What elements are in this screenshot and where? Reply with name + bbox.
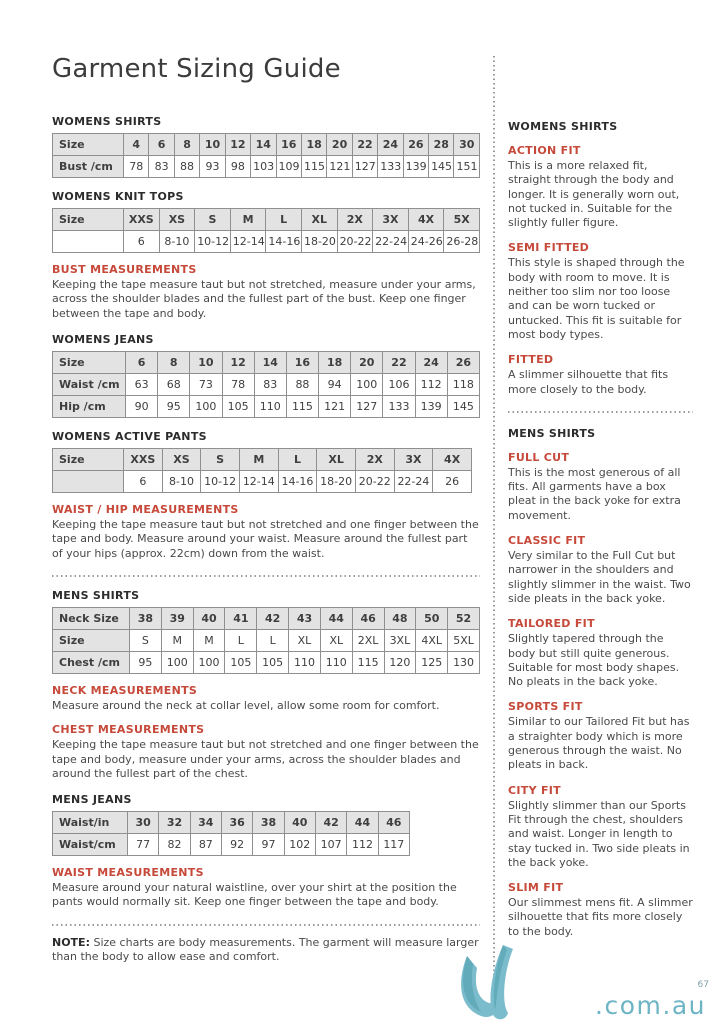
value-cell: 100 <box>193 651 225 673</box>
value-cell: XXS <box>124 449 163 471</box>
value-cell: 115 <box>286 396 318 418</box>
value-cell: 18-20 <box>301 231 337 253</box>
chest-measurements-heading: CHEST MEASUREMENTS <box>52 723 205 737</box>
value-cell: 18 <box>301 134 326 156</box>
value-cell: 22 <box>352 134 377 156</box>
fit-block-classic-fit <box>508 534 693 606</box>
value-cell: 2X <box>355 449 394 471</box>
vertical-dotted-divider <box>493 56 495 1006</box>
value-cell: 107 <box>315 834 346 856</box>
dotted-divider <box>52 575 480 577</box>
note-label: NOTE: <box>52 935 90 949</box>
value-cell: 139 <box>403 156 428 178</box>
value-cell: 5XL <box>448 629 480 651</box>
value-cell: 145 <box>429 156 454 178</box>
row-label-cell: Waist/in <box>53 812 128 834</box>
value-cell: 2XL <box>352 629 384 651</box>
value-cell: 22 <box>383 352 415 374</box>
row-label-cell: Size <box>53 629 130 651</box>
value-cell: 87 <box>190 834 221 856</box>
fit-block-fitted <box>508 353 693 397</box>
value-cell: M <box>239 449 278 471</box>
value-cell: 26-28 <box>444 231 480 253</box>
value-cell: 68 <box>158 374 190 396</box>
value-cell: XS <box>162 449 201 471</box>
womens-knit-tops-heading: WOMENS KNIT TOPS <box>52 190 184 204</box>
main-column <box>52 54 480 975</box>
value-cell: 100 <box>161 651 193 673</box>
value-cell: 20 <box>327 134 352 156</box>
row-label-cell: Bust /cm <box>53 156 124 178</box>
value-cell: XXS <box>124 209 160 231</box>
value-cell: 109 <box>276 156 301 178</box>
fit-description: This is a more relaxed fit, straight through the body and longer. It is generally worn out, not tucked in. Suitable for the slightly fuller figure. <box>508 159 680 230</box>
value-cell: 102 <box>284 834 315 856</box>
value-cell: 4X <box>433 449 472 471</box>
value-cell: 110 <box>254 396 286 418</box>
value-cell: L <box>225 629 257 651</box>
value-cell: 127 <box>351 396 383 418</box>
value-cell: 42 <box>257 607 289 629</box>
row-label-cell <box>53 231 124 253</box>
value-cell: 106 <box>383 374 415 396</box>
value-cell: XL <box>320 629 352 651</box>
value-cell: 40 <box>193 607 225 629</box>
value-cell: 24-26 <box>408 231 444 253</box>
value-cell: 117 <box>378 834 409 856</box>
value-cell: 10 <box>190 352 222 374</box>
value-cell: 14-16 <box>266 231 302 253</box>
value-cell: 10-12 <box>195 231 231 253</box>
value-cell: 100 <box>190 396 222 418</box>
value-cell: 93 <box>200 156 225 178</box>
value-cell: 77 <box>128 834 159 856</box>
fit-name: SPORTS FIT <box>508 700 583 714</box>
fit-description: Our slimmest mens fit. A slimmer silhouette that fits more closely to the body. <box>508 896 693 938</box>
value-cell: 83 <box>254 374 286 396</box>
value-cell: 32 <box>159 812 190 834</box>
value-cell: 24 <box>415 352 447 374</box>
value-cell: 52 <box>448 607 480 629</box>
value-cell: 115 <box>352 651 384 673</box>
value-cell: 103 <box>251 156 276 178</box>
value-cell: 82 <box>159 834 190 856</box>
value-cell: 110 <box>289 651 321 673</box>
value-cell: XL <box>301 209 337 231</box>
mens-jeans-size-table <box>52 811 480 856</box>
fit-description: Slightly tapered through the body but still quite generous. Suitable for most body shapes. No pleats in the back yoke. <box>508 632 680 689</box>
value-cell: 100 <box>351 374 383 396</box>
value-cell: 115 <box>301 156 326 178</box>
womens-jeans-heading: WOMENS JEANS <box>52 333 154 347</box>
fit-description: Very similar to the Full Cut but narrower in the shoulders and slightly slimmer in the waist. Two side pleats in the back yoke. <box>508 549 691 605</box>
value-cell: 6 <box>124 231 160 253</box>
value-cell: 26 <box>433 471 472 493</box>
value-cell: 38 <box>253 812 284 834</box>
value-cell: 121 <box>327 156 352 178</box>
fit-block-slim-fit <box>508 881 693 939</box>
fit-block-tailored-fit <box>508 617 693 689</box>
fit-guide-sidebar <box>508 120 693 939</box>
value-cell: L <box>278 449 317 471</box>
value-cell: 6 <box>149 134 174 156</box>
fit-description: Slightly slimmer than our Sports Fit through the chest, shoulders and waist. Longer in length to stay tucked in. Two side pleats in the back yoke. <box>508 798 690 869</box>
value-cell: 125 <box>416 651 448 673</box>
value-cell: 118 <box>447 374 479 396</box>
value-cell: 78 <box>124 156 149 178</box>
value-cell: 145 <box>447 396 479 418</box>
value-cell: 12 <box>222 352 254 374</box>
value-cell: S <box>130 629 162 651</box>
value-cell: 40 <box>284 812 315 834</box>
value-cell: 3X <box>373 209 409 231</box>
row-label-cell <box>53 471 124 493</box>
value-cell: 12-14 <box>239 471 278 493</box>
sidebar-mens-shirts-heading: MENS SHIRTS <box>508 426 596 440</box>
womens-shirts-heading: WOMENS SHIRTS <box>52 115 162 129</box>
value-cell: 105 <box>222 396 254 418</box>
value-cell: 34 <box>190 812 221 834</box>
value-cell: 10-12 <box>201 471 240 493</box>
fit-block-city-fit <box>508 784 693 870</box>
value-cell: 8-10 <box>159 231 195 253</box>
fit-description: Similar to our Tailored Fit but has a straighter body which is more generous through the waist. No pleats in back. <box>508 715 690 772</box>
value-cell: 4 <box>124 134 149 156</box>
value-cell: 30 <box>454 134 480 156</box>
value-cell: M <box>230 209 266 231</box>
value-cell: S <box>201 449 240 471</box>
value-cell: M <box>161 629 193 651</box>
value-cell: S <box>195 209 231 231</box>
womens-knit-tops-size-table <box>52 208 480 253</box>
value-cell: 88 <box>286 374 318 396</box>
dotted-divider <box>52 924 480 926</box>
waist-hip-measurements-heading: WAIST / HIP MEASUREMENTS <box>52 503 239 517</box>
value-cell: L <box>266 209 302 231</box>
value-cell: 26 <box>403 134 428 156</box>
value-cell: 16 <box>286 352 318 374</box>
value-cell: 22-24 <box>394 471 433 493</box>
value-cell: 46 <box>352 607 384 629</box>
value-cell: XL <box>317 449 356 471</box>
value-cell: 24 <box>378 134 403 156</box>
value-cell: 5X <box>444 209 480 231</box>
value-cell: 6 <box>124 471 163 493</box>
fit-name: CLASSIC FIT <box>508 534 586 548</box>
mens-jeans-heading: MENS JEANS <box>52 793 132 807</box>
row-label-cell: Chest /cm <box>53 651 130 673</box>
value-cell: 20-22 <box>355 471 394 493</box>
fit-description: This style is shaped through the body with room to move. It is neither too slim nor too loose and can be worn tucked or untucked. This fit is suitable for most body types. <box>508 256 685 341</box>
value-cell: 120 <box>384 651 416 673</box>
row-label-cell: Size <box>53 352 126 374</box>
value-cell: 112 <box>347 834 378 856</box>
value-cell: 78 <box>222 374 254 396</box>
value-cell: 28 <box>429 134 454 156</box>
waist-measurements-text: Measure around your natural waistline, over your shirt at the position the pants would normally sit. Keep one finger between the tape and body. <box>52 881 457 909</box>
page-title: Garment Sizing Guide <box>52 54 341 84</box>
fit-name: SEMI FITTED <box>508 241 590 255</box>
value-cell: 133 <box>383 396 415 418</box>
brand-domain-text: .com.au <box>595 991 706 1020</box>
fit-block-full-cut <box>508 451 693 523</box>
row-label-cell: Waist/cm <box>53 834 128 856</box>
row-label-cell: Size <box>53 209 124 231</box>
value-cell: 83 <box>149 156 174 178</box>
value-cell: 20-22 <box>337 231 373 253</box>
value-cell: 12-14 <box>230 231 266 253</box>
neck-measurements-text: Measure around the neck at collar level, allow some room for comfort. <box>52 698 440 712</box>
fit-description: A slimmer silhouette that fits more closely to the body. <box>508 368 669 396</box>
value-cell: 14 <box>251 134 276 156</box>
value-cell: 43 <box>289 607 321 629</box>
sidebar-womens-shirts-heading: WOMENS SHIRTS <box>508 120 618 133</box>
womens-active-pants-heading: WOMENS ACTIVE PANTS <box>52 430 207 444</box>
value-cell: 26 <box>447 352 479 374</box>
value-cell: XS <box>159 209 195 231</box>
value-cell: 18-20 <box>317 471 356 493</box>
fit-description: This is the most generous of all fits. All garments have a box pleat in the back yoke for extra movement. <box>508 465 681 522</box>
womens-jeans-size-table <box>52 351 480 418</box>
value-cell: 8 <box>158 352 190 374</box>
value-cell: 98 <box>225 156 250 178</box>
dotted-divider <box>508 411 693 413</box>
value-cell: 48 <box>384 607 416 629</box>
value-cell: 121 <box>319 396 351 418</box>
value-cell: 44 <box>347 812 378 834</box>
fit-name: ACTION FIT <box>508 144 581 157</box>
fit-name: SLIM FIT <box>508 881 564 895</box>
womens-active-pants-size-table <box>52 448 480 493</box>
value-cell: 105 <box>225 651 257 673</box>
value-cell: 4X <box>408 209 444 231</box>
brand-ribbon-logo-icon <box>451 944 513 1024</box>
value-cell: 3X <box>394 449 433 471</box>
value-cell: 20 <box>351 352 383 374</box>
value-cell: XL <box>289 629 321 651</box>
mens-shirts-size-table <box>52 607 480 674</box>
value-cell: 110 <box>320 651 352 673</box>
value-cell: 44 <box>320 607 352 629</box>
value-cell: 151 <box>454 156 480 178</box>
value-cell: 41 <box>225 607 257 629</box>
note <box>52 936 480 965</box>
chest-measurements-text: Keeping the tape measure taut but not stretched and one finger between the tape and body, measure under your arms, across the shoulder blades and around the fullest part of the chest. <box>52 738 479 780</box>
value-cell: 95 <box>158 396 190 418</box>
value-cell: 90 <box>126 396 158 418</box>
value-cell: 46 <box>378 812 409 834</box>
value-cell: 39 <box>161 607 193 629</box>
value-cell: 3XL <box>384 629 416 651</box>
fit-name: FULL CUT <box>508 450 570 464</box>
fit-block-action-fit <box>508 144 693 230</box>
womens-shirts-size-table <box>52 133 480 178</box>
value-cell: 130 <box>448 651 480 673</box>
neck-measurements-heading: NECK MEASUREMENTS <box>52 683 198 697</box>
value-cell: 30 <box>128 812 159 834</box>
fit-name: TAILORED FIT <box>508 617 595 631</box>
value-cell: 105 <box>257 651 289 673</box>
value-cell: 8-10 <box>162 471 201 493</box>
fit-name: FITTED <box>508 353 554 367</box>
value-cell: 94 <box>319 374 351 396</box>
bust-measurements-text: Keeping the tape measure taut but not stretched, measure under your arms, across the shoulder blades and the fullest part of the bust. Keep one finger between the tape and body. <box>52 278 476 320</box>
fit-block-sports-fit <box>508 700 693 772</box>
value-cell: 18 <box>319 352 351 374</box>
value-cell: 88 <box>174 156 199 178</box>
value-cell: 8 <box>174 134 199 156</box>
value-cell: L <box>257 629 289 651</box>
value-cell: 95 <box>130 651 162 673</box>
note-text: Size charts are body measurements. The garment will measure larger than the body to allow ease and comfort. <box>52 935 479 964</box>
value-cell: 14-16 <box>278 471 317 493</box>
value-cell: 2X <box>337 209 373 231</box>
value-cell: M <box>193 629 225 651</box>
value-cell: 22-24 <box>373 231 409 253</box>
value-cell: 133 <box>378 156 403 178</box>
waist-hip-measurements-text: Keeping the tape measure taut but not stretched and one finger between the tape and body. Measure around your waist. Measure around the fullest part of your hips (approx. 22cm) down from the waist. <box>52 518 479 560</box>
value-cell: 6 <box>126 352 158 374</box>
value-cell: 112 <box>415 374 447 396</box>
value-cell: 92 <box>221 834 252 856</box>
value-cell: 127 <box>352 156 377 178</box>
fit-name: CITY FIT <box>508 783 561 797</box>
bust-measurements-heading: BUST MEASUREMENTS <box>52 263 197 277</box>
value-cell: 50 <box>416 607 448 629</box>
value-cell: 38 <box>130 607 162 629</box>
row-label-cell: Hip /cm <box>53 396 126 418</box>
value-cell: 36 <box>221 812 252 834</box>
value-cell: 63 <box>126 374 158 396</box>
fit-block-semi-fitted <box>508 241 693 342</box>
value-cell: 4XL <box>416 629 448 651</box>
value-cell: 16 <box>276 134 301 156</box>
waist-measurements-heading: WAIST MEASUREMENTS <box>52 866 204 880</box>
page-number: 67 <box>697 980 709 990</box>
value-cell: 139 <box>415 396 447 418</box>
row-label-cell: Neck Size <box>53 607 130 629</box>
mens-shirts-heading: MENS SHIRTS <box>52 588 140 602</box>
value-cell: 10 <box>200 134 225 156</box>
value-cell: 73 <box>190 374 222 396</box>
row-label-cell: Waist /cm <box>53 374 126 396</box>
value-cell: 14 <box>254 352 286 374</box>
value-cell: 42 <box>315 812 346 834</box>
row-label-cell: Size <box>53 134 124 156</box>
value-cell: 97 <box>253 834 284 856</box>
value-cell: 12 <box>225 134 250 156</box>
row-label-cell: Size <box>53 449 124 471</box>
